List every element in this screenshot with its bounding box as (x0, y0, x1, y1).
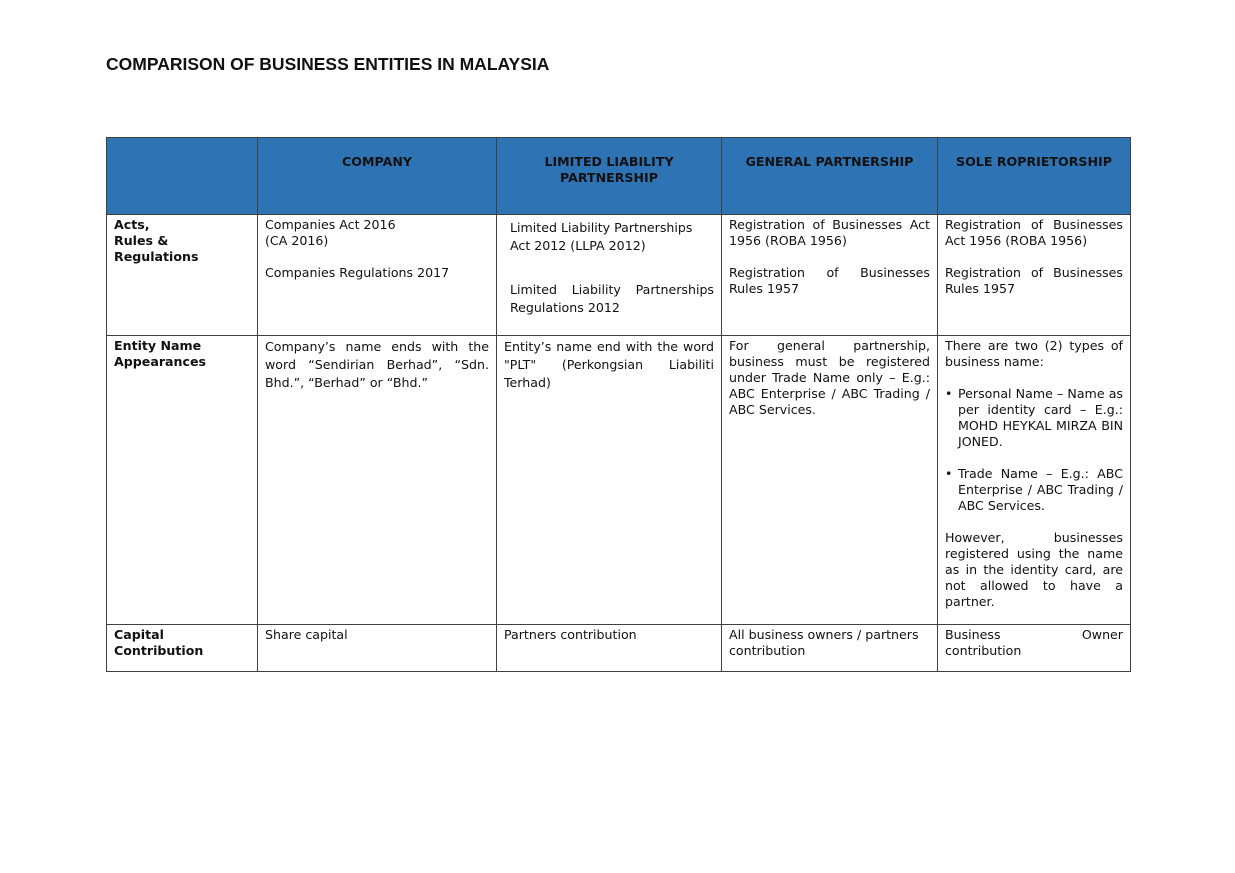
cell-text: Limited Liability Partnerships Act 2012 (LLPA 2012) (510, 220, 693, 253)
table-row-acts (107, 215, 1131, 336)
cell-text: Companies Regulations 2017 (265, 265, 450, 280)
cell-entity-name-company (258, 336, 497, 625)
cell-text: Entity’s name end with the word "PLT" (Perkongsian Liabiliti Terhad) (504, 339, 714, 390)
cell-acts-sole-proprietorship (938, 215, 1131, 336)
cell-text: Limited Liability Partnerships Regulations 2012 (510, 282, 714, 315)
row-label-acts (107, 215, 258, 336)
cell-acts-general-partnership (722, 215, 938, 336)
list-item: • Trade Name – E.g.: ABC Enterprise / ABC Trading / ABC Services. (958, 466, 1123, 514)
row-label-entity-name (107, 336, 258, 625)
cell-text: There are two (2) types of business name: (945, 338, 1123, 369)
table-row-entity-name (107, 336, 1131, 625)
row-label-line: Capital (114, 627, 164, 642)
cell-capital-sole-proprietorship (938, 625, 1131, 672)
cell-acts-llp (497, 215, 722, 336)
cell-text: Share capital (265, 627, 348, 642)
bullet-list (945, 386, 1123, 514)
cell-text: Business Owner contribution (945, 627, 1123, 658)
header-llp: LIMITED LIABILITY PARTNERSHIP (497, 138, 722, 215)
cell-text: For general partnership, business must be registered under Trade Name only – E.g.: ABC Enterprise / ABC Trading / ABC Services. (729, 338, 930, 417)
row-label-line: Rules & (114, 233, 169, 248)
cell-text: Registration of Businesses Rules 1957 (729, 265, 930, 296)
cell-capital-llp (497, 625, 722, 672)
header-general-partnership: GENERAL PARTNERSHIP (722, 138, 938, 215)
cell-text: Registration of Businesses Rules 1957 (945, 265, 1123, 296)
cell-capital-company (258, 625, 497, 672)
cell-entity-name-general-partnership (722, 336, 938, 625)
comparison-table (106, 137, 1131, 672)
cell-text: Company’s name ends with the word “Sendirian Berhad”, “Sdn. Bhd.”, “Berhad” or “Bhd.” (265, 339, 489, 390)
cell-text: Registration of Businesses Act 1956 (ROBA 1956) (945, 217, 1123, 248)
cell-text: Registration of Businesses Act 1956 (ROBA 1956) (729, 217, 930, 248)
row-label-line: Contribution (114, 643, 204, 658)
row-label-line: Regulations (114, 249, 199, 264)
page-title: COMPARISON OF BUSINESS ENTITIES IN MALAYSIA (106, 54, 550, 74)
cell-capital-general-partnership (722, 625, 938, 672)
table-header-row (107, 138, 1131, 215)
row-label-capital (107, 625, 258, 672)
table-row-capital (107, 625, 1131, 672)
cell-acts-company (258, 215, 497, 336)
cell-text: Companies Act 2016 (265, 217, 396, 232)
header-company: COMPANY (258, 138, 497, 215)
cell-entity-name-llp (497, 336, 722, 625)
cell-text: (CA 2016) (265, 233, 329, 248)
row-label-line: Appearances (114, 354, 206, 369)
row-label-line: Entity Name (114, 338, 202, 353)
header-blank (107, 138, 258, 215)
cell-entity-name-sole-proprietorship (938, 336, 1131, 625)
cell-text: However, businesses registered using the name as in the identity card, are not allowed to have a partner. (945, 530, 1123, 609)
header-sole-proprietorship: SOLE ROPRIETORSHIP (938, 138, 1131, 215)
row-label-line: Acts, (114, 217, 150, 232)
cell-text: All business owners / partners contribution (729, 627, 919, 658)
list-item: • Personal Name – Name as per identity card – E.g.: MOHD HEYKAL MIRZA BIN JONED. (958, 386, 1123, 450)
cell-text: Partners contribution (504, 627, 637, 642)
